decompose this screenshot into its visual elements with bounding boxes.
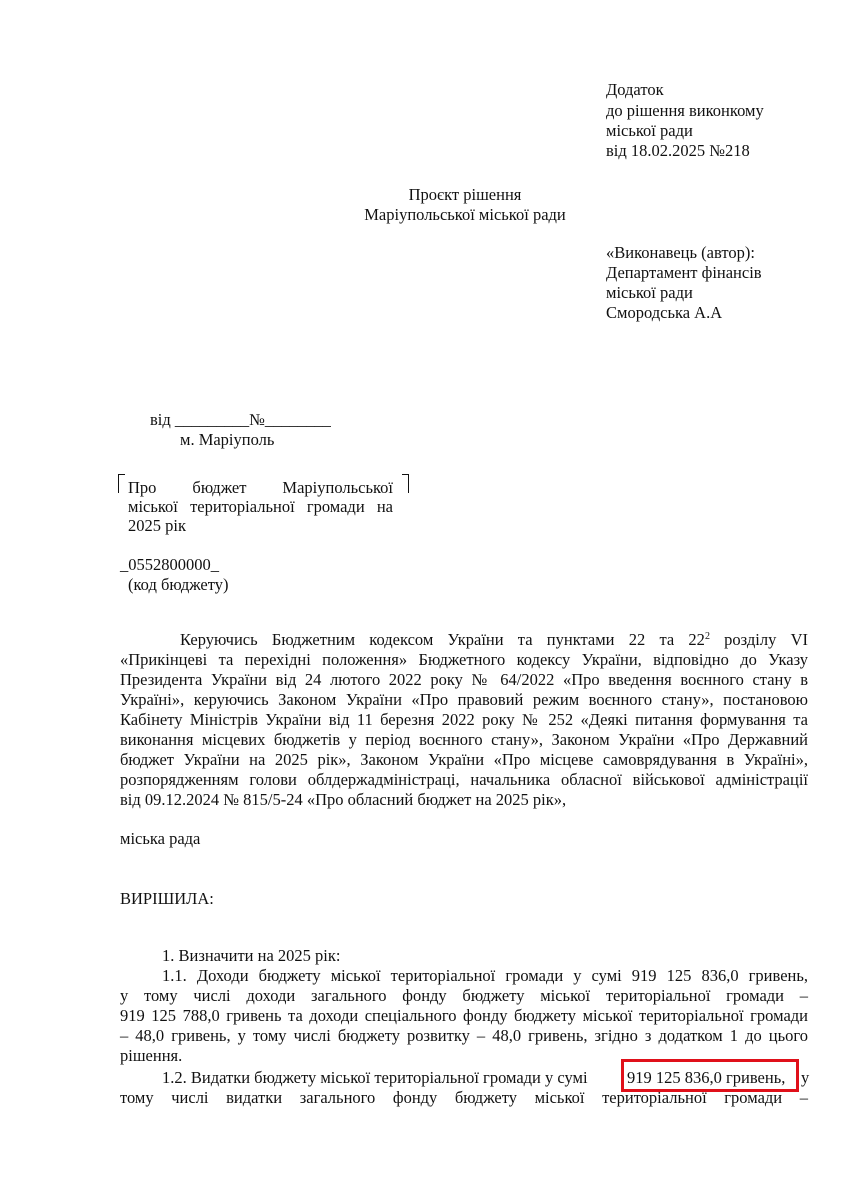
budget-code-caption: (код бюджету) <box>128 575 229 594</box>
item-1-2-line-2: тому числі видатки загального фонду бюджету міської територіальної громади – <box>120 1088 808 1107</box>
preamble-line-8: розпорядженням голови облдержадміністраці, начальника обласної військової адміністрації <box>120 770 808 789</box>
council-label: міська рада <box>120 829 201 848</box>
annex-line-3: міської ради <box>606 121 693 140</box>
preamble-superscript: 2 <box>704 631 710 642</box>
date-blank: _________ <box>174 410 250 429</box>
subject-bracket-right <box>402 474 409 493</box>
preamble-line-3: Президента України від 24 лютого 2022 року № 64/2022 «Про введення воєнного стану в <box>120 670 808 689</box>
annex-line-4: від 18.02.2025 №218 <box>606 141 750 160</box>
subject-line-3: 2025 рік <box>128 516 186 535</box>
city-name: м. Маріуполь <box>180 430 275 449</box>
item-1-heading: 1. Визначити на 2025 рік: <box>162 946 341 965</box>
date-line <box>150 410 331 430</box>
preamble-line-7: бюджет України на 2025 рік», Законом України «Про місцеве самоврядування в Україні», <box>120 750 808 769</box>
preamble-line-1 <box>180 630 808 650</box>
subject-bracket-left <box>118 474 125 493</box>
executor-line-4: Смородська А.А <box>606 303 723 322</box>
preamble-line-6: виконання місцевих бюджетів у період воєнного стану», Законом України «Про Державний <box>120 730 808 749</box>
preamble-line-2: «Прикінцеві та перехідні положення» Бюджетного кодексу України, відповідно до Указу <box>120 650 808 669</box>
number-sign: № <box>249 410 265 429</box>
preamble-line-4: Україні», керуючись Законом України «Про правовий режим воєнного стану», постановою <box>120 690 808 709</box>
preamble-line-9: від 09.12.2024 № 815/5-24 «Про обласний бюджет на 2025 рік», <box>120 790 567 809</box>
decided-heading: ВИРІШИЛА: <box>120 889 214 908</box>
date-from-label: від <box>150 410 171 429</box>
annex-line-2: до рішення виконкому <box>606 101 764 120</box>
document-title-line-2: Маріупольської міської ради <box>364 205 566 224</box>
preamble-line-1-end: розділу VI <box>709 630 808 649</box>
item-1-2-line-1-start: 1.2. Видатки бюджету міської територіальної громади у сумі <box>162 1068 588 1087</box>
item-1-1-line-1: 1.1. Доходи бюджету міської територіальної громади у сумі 919 125 836,0 гривень, <box>162 966 808 985</box>
item-1-1-line-5: рішення. <box>120 1046 183 1065</box>
preamble-line-5: Кабінету Міністрів України від 11 березня 2022 року № 252 «Деякі питання формування та <box>120 710 808 729</box>
item-1-2-amount: 919 125 836,0 гривень, <box>627 1068 786 1087</box>
executor-line-3: міської ради <box>606 283 693 302</box>
item-1-1-line-2: у тому числі доходи загального фонду бюджету міської територіальної громади – <box>120 986 808 1005</box>
preamble-line-1-start: Керуючись Бюджетним кодексом України та пунктами 22 та 22 <box>180 630 705 649</box>
document-title-line-1: Проєкт рішення <box>408 185 522 204</box>
annex-line-1: Додаток <box>606 80 664 99</box>
executor-line-2: Департамент фінансів <box>606 263 762 282</box>
item-1-1-line-3: 919 125 788,0 гривень та доходи спеціального фонду бюджету міської територіальної громади <box>120 1006 808 1025</box>
number-blank: ________ <box>264 410 331 429</box>
item-1-2-line-1-end: у <box>801 1068 810 1087</box>
subject-line-1: Про бюджет Маріупольської <box>128 478 393 497</box>
executor-line-1: «Виконавець (автор): <box>606 243 755 262</box>
budget-code: _0552800000_ <box>120 555 219 574</box>
item-1-1-line-4: – 48,0 гривень, у тому числі бюджету розвитку – 48,0 гривень, згідно з додатком 1 до цього <box>120 1026 808 1045</box>
subject-line-2: міської територіальної громади на <box>128 497 393 516</box>
